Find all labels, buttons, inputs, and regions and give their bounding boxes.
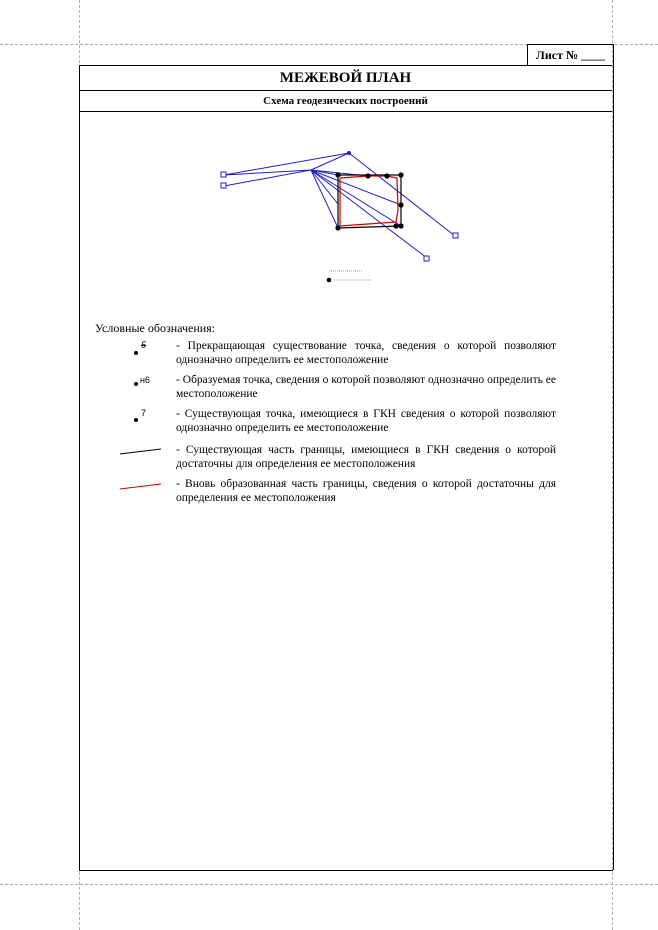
point-number-label: 7 xyxy=(141,408,147,418)
legend-item-new-boundary: - Вновь образованная часть границы, сведения о которой достаточны для определения ее местоположения xyxy=(176,478,556,504)
sheet-number-label: Лист № ____ xyxy=(535,48,606,62)
legend-item-existing-boundary: - Существующая часть границы, имеющиеся в ГКН сведения о которой достаточны для определения ее местоположения xyxy=(176,444,556,470)
legend-symbol-existing-boundary-line xyxy=(119,448,163,456)
tiny-scale-marker xyxy=(327,271,371,282)
section-title-row xyxy=(79,90,612,112)
legend-item-new-point: - Образуемая точка, сведения о которой позволяют однозначно определить ее местоположение xyxy=(176,374,556,400)
legend-symbol-new-boundary-line xyxy=(119,483,163,491)
point-dot-icon xyxy=(134,418,138,422)
geodetic-scheme xyxy=(79,112,612,312)
point-number-label: н6 xyxy=(140,375,150,385)
document-title: МЕЖЕВОЙ ПЛАН xyxy=(279,69,412,86)
section-title: Схема геодезических построений xyxy=(263,94,428,107)
document-title-row xyxy=(79,65,612,91)
sheet-number-box xyxy=(527,44,614,66)
legend-item-existing-point: - Существующая точка, имеющиеся в ГКН сведения о которой позволяют однозначно определить ее местоположение xyxy=(176,408,556,434)
legend-item-ceasing-point: - Прекращающая существование точка, сведения о которой позволяют однозначно определить ее местоположение xyxy=(176,340,556,366)
legend-symbol-existing-point xyxy=(132,408,152,424)
point-dot-icon xyxy=(134,351,138,355)
point-number-label: 5 xyxy=(141,340,147,350)
legend-title: Условные обозначения: xyxy=(95,321,216,335)
page-guide-bottom xyxy=(0,884,658,885)
page-bottom-border xyxy=(79,870,613,871)
legend-symbol-ceasing-point xyxy=(132,342,152,358)
legend-symbol-new-point xyxy=(132,376,156,392)
point-dot-icon xyxy=(134,382,138,386)
